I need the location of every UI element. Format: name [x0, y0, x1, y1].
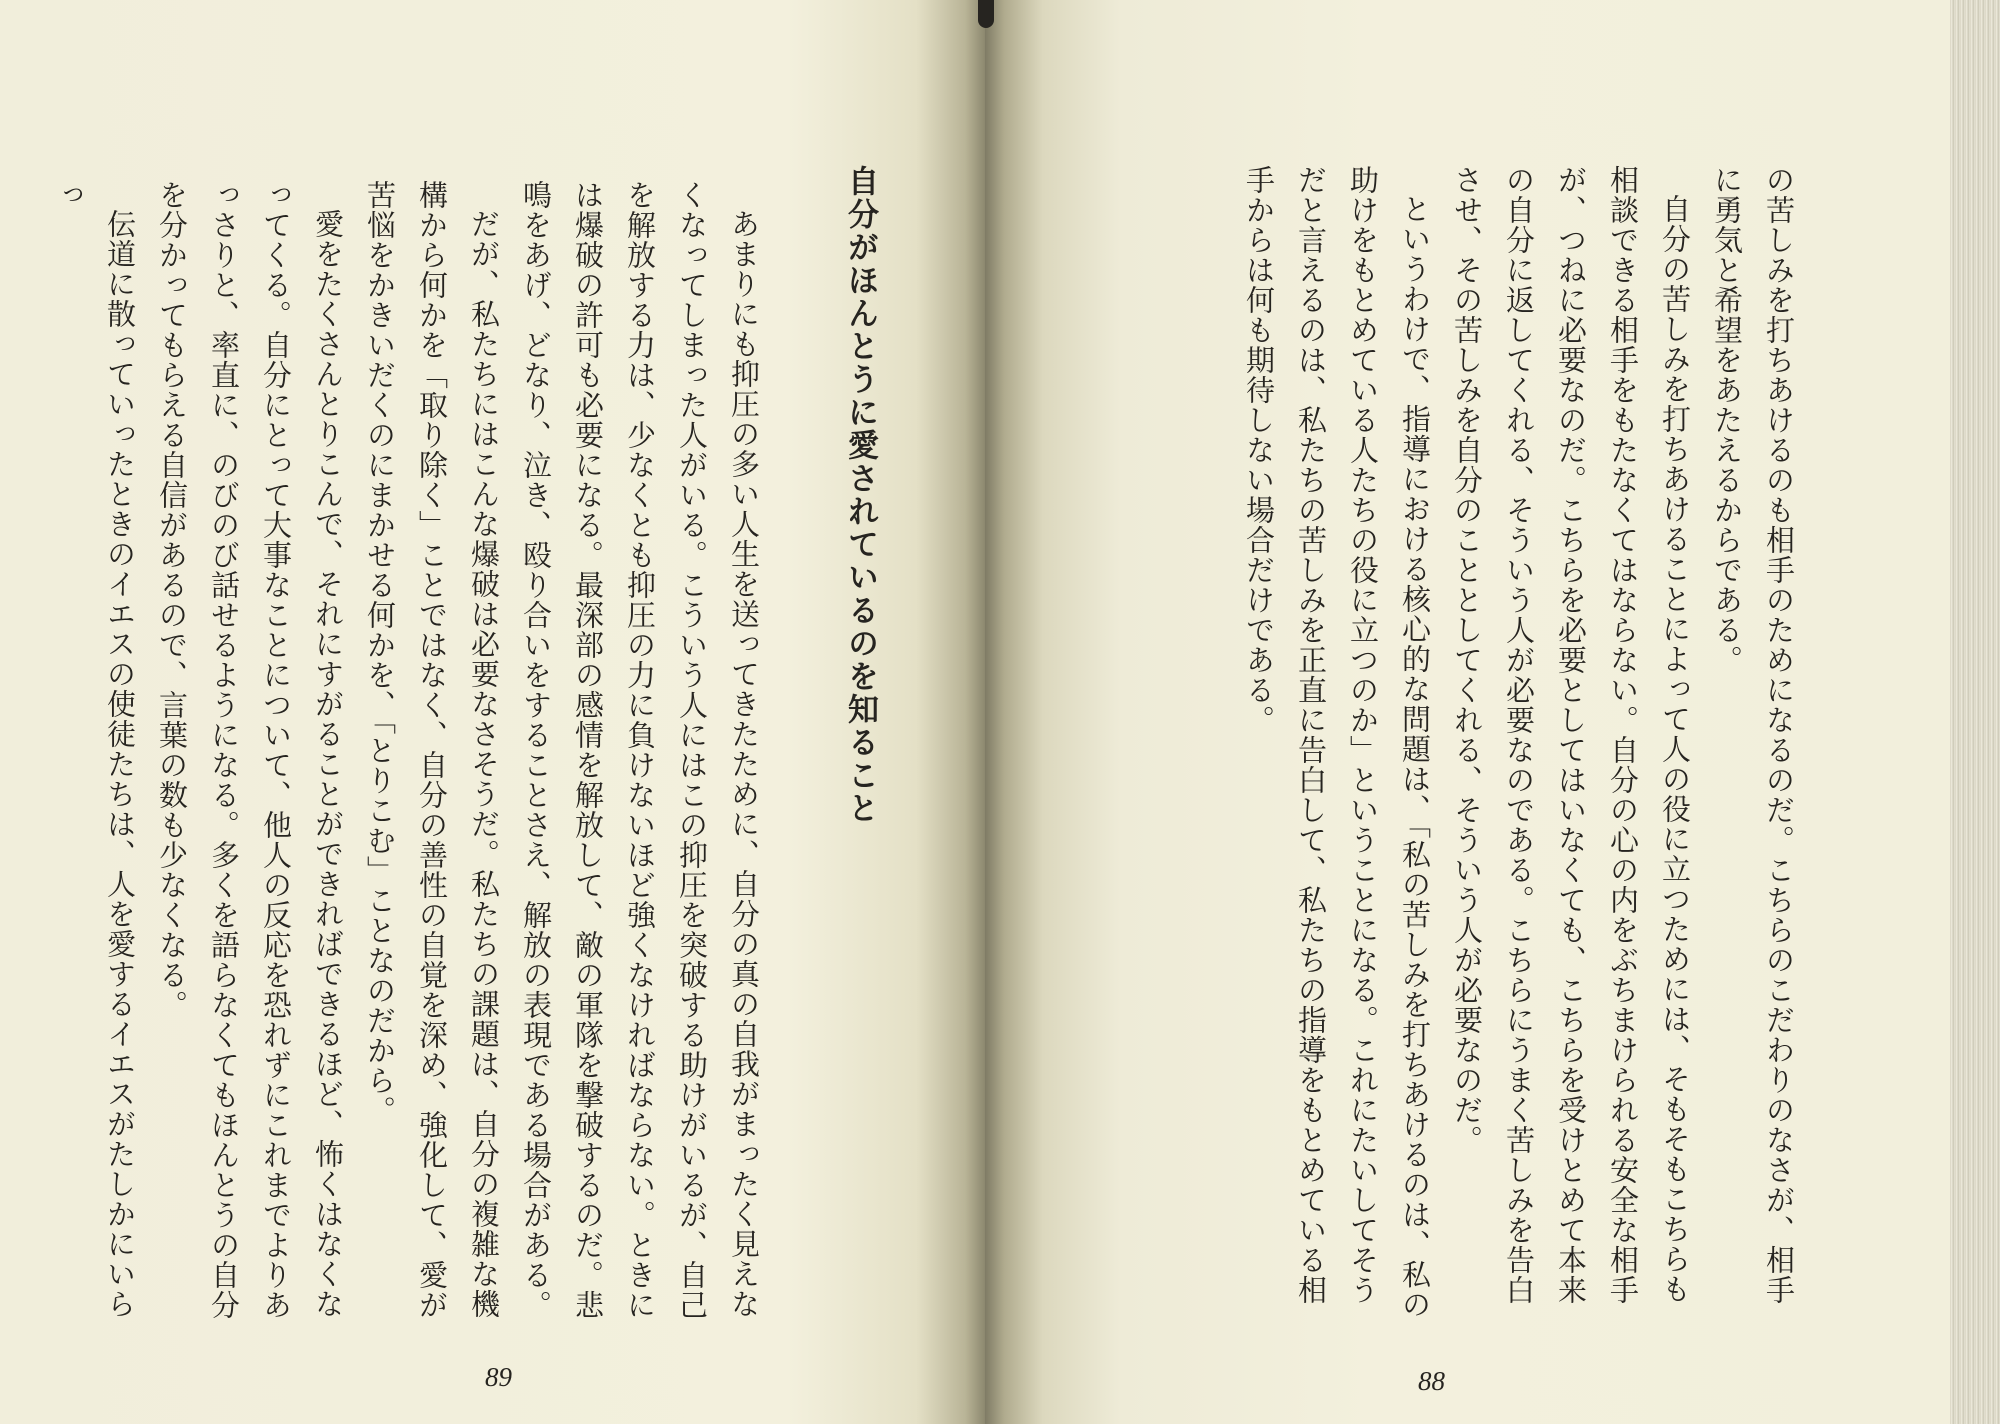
paragraph: あまりにも抑圧の多い人生を送ってきたために、自分の真の自我がまったく見えなくなってしまった人がいる。こういう人にはこの抑圧を突破する助けがいるが、自己を解放する力は、少なくとも抑圧の力に負けないほど強くなければならない。ときには爆破の許可も必要になる。最深部の感情を解放して、敵の軍隊を撃破するのだ。悲鳴をあげ、どなり、泣き、殴り合いをすることさえ、解放の表現である場合がある。: [519, 180, 761, 1320]
page-number: 88: [1418, 1366, 1445, 1396]
paragraph: 伝道に散っていったときのイエスの使徒たちは、人を愛するイエスがたしかにいらっ: [51, 180, 137, 1319]
page-number: 89: [485, 1362, 512, 1392]
section-heading: 自分がほんとうに愛されているのを知ること: [842, 165, 878, 825]
left-page-body: [51, 180, 770, 1320]
page-edges: [1950, 0, 2000, 1424]
paragraph: というわけで、指導における核心的な問題は、「私の苦しみを打ちあけるのは、私の助けをもとめている人たちの役に立つのか」ということになる。これにたいしてそうだと言えるのは、私たちの苦しみを正直に告白して、私たちの指導をもとめている相手からは何も期待しない場合だけである。: [1242, 165, 1432, 1320]
paragraph: だが、私たちにはこんな爆破は必要なさそうだ。私たちの課題は、自分の複雑な機構から何かを「取り除く」ことではなく、自分の善性の自覚を深め、強化して、愛が苦悩をかきいだくのにまかせる何かを、「とりこむ」ことなのだから。: [363, 180, 501, 1320]
paragraph: 自分の苦しみを打ちあけることによって人の役に立つためには、そもそもこちらも相談できる相手をもたなくてはならない。自分の心の内をぶちまけられる安全な相手が、つねに必要なのだ。こちらを必要としてはいなくても、こちらを受けとめて本来の自分に返してくれる、そういう人が必要なのである。こちらにうまく苦しみを告白させ、その苦しみを自分のこととしてくれる、そういう人が必要なのだ。: [1450, 165, 1692, 1305]
left-page: [0, 0, 985, 1424]
paragraph: 愛をたくさんとりこんで、それにすがることができればできるほど、怖くはなくなってくる。自分にとって大事なことについて、他人の反応を恐れずにこれまでよりあっさりと、率直に、のびのび話せるようになる。多くを語らなくてもほんとうの自分を分かってもらえる自信があるので、言葉の数も少なくなる。: [155, 180, 345, 1320]
book-spine: [978, 0, 994, 28]
paragraph: の苦しみを打ちあけるのも相手のためになるのだ。こちらのこだわりのなさが、相手に勇気と希望をあたえるからである。: [1710, 165, 1796, 1305]
right-page-body: [1242, 165, 1805, 1325]
